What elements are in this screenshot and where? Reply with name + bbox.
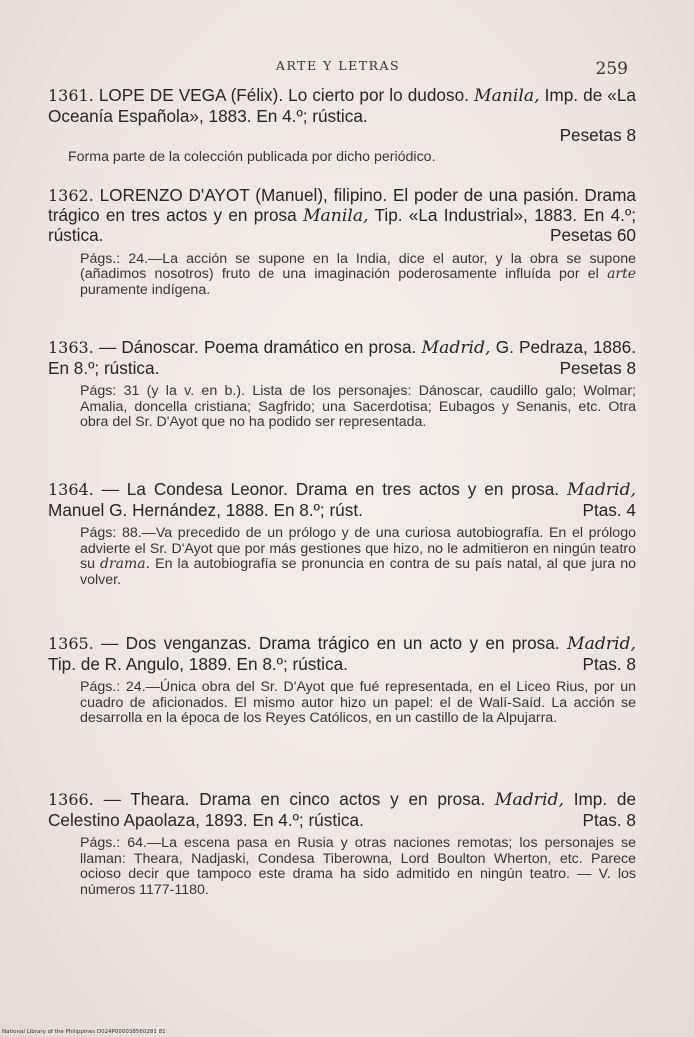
entry-price: Pesetas 8 <box>559 125 636 146</box>
note-lead: Págs.: <box>80 835 121 852</box>
entry-number: 1361. <box>48 86 94 105</box>
entry-title: Drama en tres actos y en prosa. <box>295 479 560 499</box>
entry-imprint: G. Pedraza, 1886. En 8.º; rústica. <box>48 337 637 378</box>
entry-number: 1365. <box>48 634 94 653</box>
note-tail: puramente indígena. <box>80 281 211 298</box>
entry-note <box>48 384 636 431</box>
entry-author: — Dánoscar. <box>99 337 199 357</box>
entry-heading <box>48 338 636 378</box>
entry-author: — La Condesa Leonor. <box>101 479 288 499</box>
catalog-entry <box>48 790 636 899</box>
entry-title: Drama en cinco actos y en prosa. <box>199 789 486 809</box>
entry-heading <box>48 86 636 126</box>
catalog-entry <box>48 86 636 165</box>
catalog-entry <box>48 480 636 589</box>
entry-note <box>48 526 636 588</box>
note-lead: Págs: <box>80 525 117 542</box>
entry-note <box>48 836 636 898</box>
catalog-entry <box>48 186 636 299</box>
entry-heading <box>48 634 636 674</box>
entry-author: — Theara. <box>103 789 190 809</box>
note-text: 31 (y la v. en b.). Lista de los personajes: Dánoscar, caudillo galo; Wolmar; Amalia, doncella cristiana; Sagfrido; una Sacerdotisa; Eubagos y Senanis, etc. Otra obra del Sr. D'Ayot que no ha podido ser representada. <box>80 383 636 431</box>
note-text: 64.—La escena pasa en Rusia y otras naciones remotas; los personajes se llaman: Theara, Nadjaski, Condesa Tiberowna, Lord Boulton Wherton, etc. Parece ocioso decir que tampoco este drama ha sido admitido en ningún teatro. — V. los números 1177-1180. <box>80 835 636 898</box>
library-attribution: National Library of the Philippines D024P000038560281 81 <box>2 1029 166 1035</box>
entry-number: 1363. <box>48 338 94 357</box>
entry-imprint: Manuel G. Hernández, 1888. En 8.º; rúst. <box>48 499 363 520</box>
entry-number: 1366. <box>48 790 94 809</box>
entry-number: 1362. <box>48 186 94 205</box>
running-title: ARTE Y LETRAS <box>275 58 401 73</box>
entry-author: LORENZO D'AYOT (Manuel), filipino. <box>99 185 388 205</box>
entry-imprint: Tip. «La Industrial», 1883. En 4.º; rústica. <box>48 204 637 246</box>
entry-number: 1364. <box>48 480 94 499</box>
page-number: 259 <box>595 59 628 79</box>
entry-imprint: Tip. de R. Angulo, 1889. En 8.º; rústica. <box>48 653 348 674</box>
entry-author: LOPE DE VEGA (Félix). <box>98 85 284 105</box>
entry-heading <box>48 480 636 520</box>
entry-place: Madrid, <box>421 338 491 358</box>
entry-price: Ptas. 8 <box>582 809 636 830</box>
entry-note <box>48 680 636 727</box>
entry-note <box>48 252 636 299</box>
note-italic: arte <box>607 266 637 283</box>
entry-place: Madrid, <box>494 790 564 810</box>
entry-title: Drama trágico en un acto y en prosa. <box>258 633 560 653</box>
note-text: 24.—La acción se supone en la India, dice el autor, y la obra se supone (añadimos nosotros) fruto de una imaginación poderosamente influída por el <box>80 250 636 283</box>
entry-note <box>48 150 636 166</box>
note-tail: En la autobiografía se pronuncia en contra de su país natal, al que jura no volver. <box>80 556 636 588</box>
entry-heading <box>48 186 636 246</box>
entry-title: Lo cierto por lo dudoso. <box>288 85 469 105</box>
entry-price: Pesetas 60 <box>550 225 636 246</box>
catalog-entry <box>48 338 636 431</box>
entry-place: Manila, <box>302 205 369 226</box>
note-lead: Págs: <box>80 383 117 400</box>
note-text: 88.—Va precedido de un prólogo y de una curiosa autobiografía. En el prólogo advierte el Sr. D'Ayot que por más gestiones que hizo, no le admitieron en ningún teatro su <box>80 525 636 573</box>
note-text: Forma parte de la colección publicada por dicho periódico. <box>68 148 436 165</box>
entry-place: Madrid, <box>566 480 637 500</box>
entry-imprint: Imp. de «La Oceanía Española», 1883. En 4.º; rústica. <box>48 85 636 126</box>
entry-place: Manila, <box>473 86 540 106</box>
entry-place: Madrid, <box>566 634 636 654</box>
note-text: 24.—Única obra del Sr. D'Ayot que fué representada, en el Liceo Rius, por un cuadro de aficionados. El mismo autor hizo un papel: el de Walí-Saíd. La acción se desarrolla en la época de los Reyes Católicos, en un castillo de la Alpujarra. <box>80 679 636 727</box>
entry-imprint: Imp. de Celestino Apaolaza, 1893. En 4.º; rústica. <box>48 789 637 830</box>
note-italic: drama. <box>100 556 151 573</box>
note-lead: Págs.: <box>80 679 121 696</box>
entry-price: Pesetas 8 <box>559 357 636 378</box>
entry-title: El poder de una pasión. Drama trágico en tres actos y en prosa <box>48 185 636 225</box>
entry-price: Ptas. 8 <box>582 653 636 674</box>
entry-price: Ptas. 4 <box>582 499 636 520</box>
entry-title: Poema dramático en prosa. <box>203 337 417 357</box>
entry-author: — Dos venganzas. <box>101 633 252 653</box>
page-header <box>48 58 628 80</box>
note-lead: Págs.: <box>80 250 121 267</box>
catalog-entry <box>48 634 636 727</box>
entry-heading <box>48 790 636 830</box>
